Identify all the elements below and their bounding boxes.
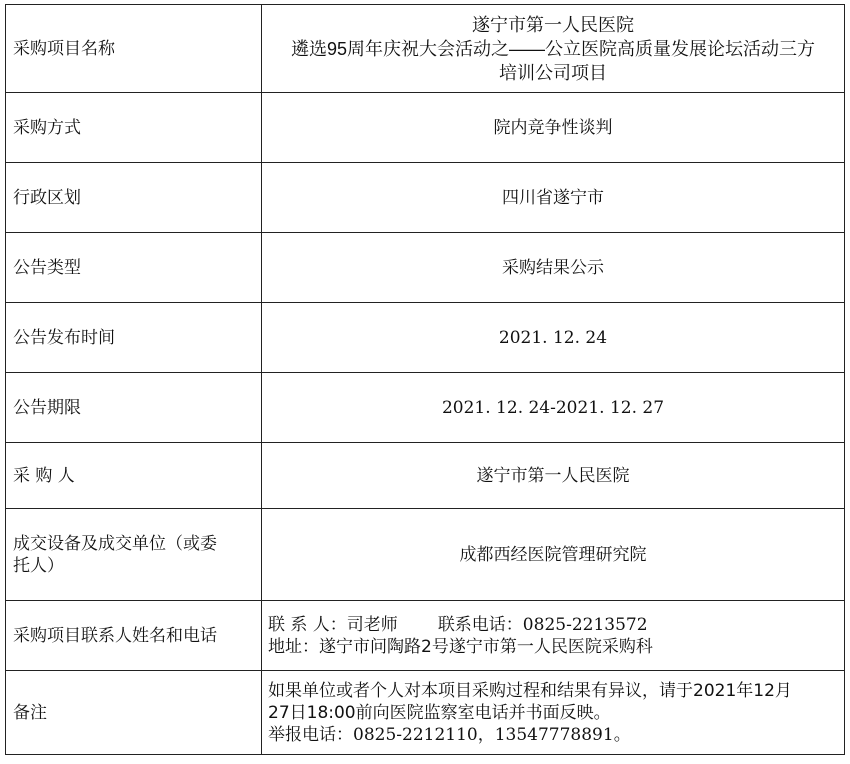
value-region: 四川省遂宁市 — [262, 163, 845, 233]
row-region — [6, 163, 845, 233]
label-period: 公告期限 — [6, 373, 262, 443]
winner-label-line-1: 成交设备及成交单位（或委 — [13, 533, 217, 554]
contact-line-1 — [268, 614, 838, 636]
project-name-line-3: 培训公司项目 — [499, 62, 607, 83]
label-purchaser: 采 购 人 — [6, 443, 262, 509]
value-contact — [262, 601, 845, 671]
procurement-result-table — [5, 4, 845, 755]
row-project-name — [6, 5, 845, 93]
label-publish-time: 公告发布时间 — [6, 303, 262, 373]
winner-label-line-2: 托人） — [13, 555, 64, 576]
row-notice-type — [6, 233, 845, 303]
label-remarks: 备注 — [6, 671, 262, 755]
remarks-line-3: 举报电话：0825-2212110，13547778891。 — [268, 724, 631, 745]
value-method: 院内竞争性谈判 — [262, 93, 845, 163]
value-purchaser: 遂宁市第一人民医院 — [262, 443, 845, 509]
project-name-line-1: 遂宁市第一人民医院 — [472, 14, 634, 35]
value-notice-type: 采购结果公示 — [262, 233, 845, 303]
label-project-name: 采购项目名称 — [6, 5, 262, 93]
remarks-line-2: 27日18:00前向医院监察室电话并书面反映。 — [268, 702, 611, 723]
row-method — [6, 93, 845, 163]
row-remarks — [6, 671, 845, 755]
label-method: 采购方式 — [6, 93, 262, 163]
value-remarks — [262, 671, 845, 755]
row-contact — [6, 601, 845, 671]
contact-address: 地址：遂宁市问陶路2号遂宁市第一人民医院采购科 — [268, 636, 653, 657]
row-winner — [6, 509, 845, 601]
row-publish-time — [6, 303, 845, 373]
project-name-line-2: 遴选95周年庆祝大会活动之——公立医院高质量发展论坛活动三方 — [290, 38, 816, 59]
value-period: 2021. 12. 24-2021. 12. 27 — [262, 373, 845, 443]
label-notice-type: 公告类型 — [6, 233, 262, 303]
contact-phone: 联系电话：0825-2213572 — [437, 614, 648, 635]
contact-person: 联 系 人：司老师 — [268, 614, 398, 635]
row-purchaser — [6, 443, 845, 509]
value-publish-time: 2021. 12. 24 — [262, 303, 845, 373]
remarks-line-1: 如果单位或者个人对本项目采购过程和结果有异议，请于2021年12月 — [268, 680, 792, 701]
label-winner — [6, 509, 262, 601]
value-winner: 成都西经医院管理研究院 — [262, 509, 845, 601]
label-region: 行政区划 — [6, 163, 262, 233]
label-contact: 采购项目联系人姓名和电话 — [6, 601, 262, 671]
value-project-name — [262, 5, 845, 93]
row-period — [6, 373, 845, 443]
